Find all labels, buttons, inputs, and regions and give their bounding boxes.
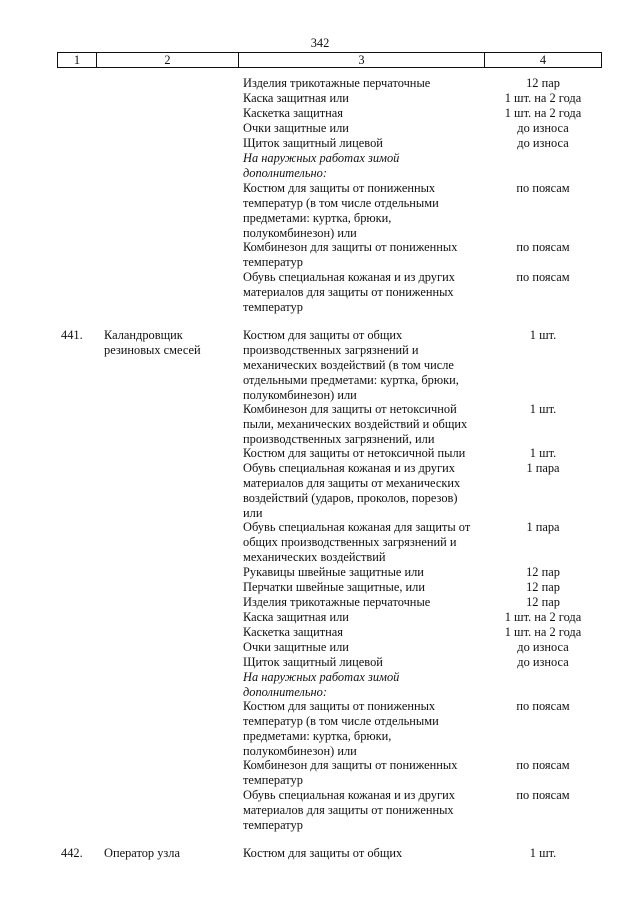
item-text: материалов для защиты от пониженных [243, 285, 454, 299]
item-text: предметами: куртка, брюки, [243, 729, 392, 743]
quantity-text: 12 пар [526, 595, 560, 609]
item-text: дополнительно: [243, 685, 327, 699]
item-text: Комбинезон для защиты от пониженных [243, 240, 458, 254]
item-text: Обувь специальная кожаная для защиты от [243, 520, 471, 534]
quantity-text: 1 пара [526, 461, 560, 475]
item-text: материалов для защиты от пониженных [243, 803, 454, 817]
quantity-text: 1 шт. [529, 846, 557, 860]
item-text: Очки защитные или [243, 121, 349, 135]
item-text: Каска защитная или [243, 91, 349, 105]
item-text: воздействий (ударов, проколов, порезов) [243, 491, 458, 505]
quantity-text: 1 шт. на 2 года [504, 106, 582, 120]
item-text: пыли, механических воздействий и общих [243, 417, 468, 431]
quantity-text: 1 шт. [529, 402, 557, 416]
page-number: 342 [310, 36, 330, 50]
item-text: Щиток защитный лицевой [243, 136, 383, 150]
item-text: Изделия трикотажные перчаточные [243, 595, 431, 609]
item-text: Обувь специальная кожаная и из других [243, 270, 455, 284]
quantity-text: до износа [517, 655, 569, 669]
quantity-text: до износа [517, 121, 569, 135]
profession-text: Оператор узла [104, 846, 180, 860]
quantity-text: 1 шт. на 2 года [504, 625, 582, 639]
item-text: Каскетка защитная [243, 625, 343, 639]
header-col-3: 3 [238, 53, 484, 67]
item-text: материалов для защиты от механических [243, 476, 461, 490]
item-text: температур [243, 255, 303, 269]
item-text: Каскетка защитная [243, 106, 343, 120]
item-text: температур (в том числе отдельными [243, 714, 439, 728]
table-header-row [57, 52, 602, 68]
item-text: температур [243, 773, 303, 787]
quantity-text: по поясам [516, 240, 570, 254]
item-text: На наружных работах зимой [243, 151, 400, 165]
item-text: Рукавицы швейные защитные или [243, 565, 424, 579]
item-text: производственных загрязнений и [243, 343, 419, 357]
item-text: Комбинезон для защиты от нетоксичной [243, 402, 457, 416]
profession-text: резиновых смесей [104, 343, 201, 357]
item-text: Костюм для защиты от нетоксичной пыли [243, 446, 466, 460]
item-text: полукомбинезон) или [243, 226, 357, 240]
quantity-text: до износа [517, 640, 569, 654]
row-number: 442. [61, 846, 83, 860]
item-text: общих производственных загрязнений и [243, 535, 457, 549]
item-text: Комбинезон для защиты от пониженных [243, 758, 458, 772]
item-text: механических воздействий [243, 550, 386, 564]
item-text: Щиток защитный лицевой [243, 655, 383, 669]
quantity-text: 1 пара [526, 520, 560, 534]
item-text: Обувь специальная кожаная и из других [243, 461, 455, 475]
quantity-text: по поясам [516, 699, 570, 713]
profession-text: Каландровщик [104, 328, 183, 342]
item-text: На наружных работах зимой [243, 670, 400, 684]
item-text: Обувь специальная кожаная и из других [243, 788, 455, 802]
item-text: температур [243, 300, 303, 314]
quantity-text: 1 шт. [529, 328, 557, 342]
item-text: температур [243, 818, 303, 832]
item-text: предметами: куртка, брюки, [243, 211, 392, 225]
item-text: Перчатки швейные защитные, или [243, 580, 425, 594]
item-text: Костюм для защиты от общих [243, 328, 403, 342]
quantity-text: по поясам [516, 181, 570, 195]
quantity-text: 1 шт. на 2 года [504, 610, 582, 624]
item-text: температур (в том числе отдельными [243, 196, 439, 210]
quantity-text: 12 пар [526, 565, 560, 579]
quantity-text: по поясам [516, 788, 570, 802]
item-text: отдельными предметами: куртка, брюки, [243, 373, 459, 387]
quantity-text: 1 шт. на 2 года [504, 91, 582, 105]
item-text: Изделия трикотажные перчаточные [243, 76, 431, 90]
item-text: или [243, 506, 263, 520]
header-col-2: 2 [96, 53, 238, 67]
header-col-4: 4 [484, 53, 602, 67]
item-text: Костюм для защиты от общих [243, 846, 403, 860]
item-text: дополнительно: [243, 166, 327, 180]
quantity-text: 12 пар [526, 580, 560, 594]
quantity-text: до износа [517, 136, 569, 150]
item-text: Костюм для защиты от пониженных [243, 699, 436, 713]
row-number: 441. [61, 328, 83, 342]
item-text: полукомбинезон) или [243, 744, 357, 758]
item-text: Костюм для защиты от пониженных [243, 181, 436, 195]
quantity-text: по поясам [516, 758, 570, 772]
item-text: Каска защитная или [243, 610, 349, 624]
quantity-text: по поясам [516, 270, 570, 284]
item-text: Очки защитные или [243, 640, 349, 654]
quantity-text: 1 шт. [529, 446, 557, 460]
item-text: механических воздействий (в том числе [243, 358, 454, 372]
quantity-text: 12 пар [526, 76, 560, 90]
item-text: производственных загрязнений, или [243, 432, 435, 446]
header-col-1: 1 [57, 53, 96, 67]
item-text: полукомбинезон) или [243, 388, 357, 402]
